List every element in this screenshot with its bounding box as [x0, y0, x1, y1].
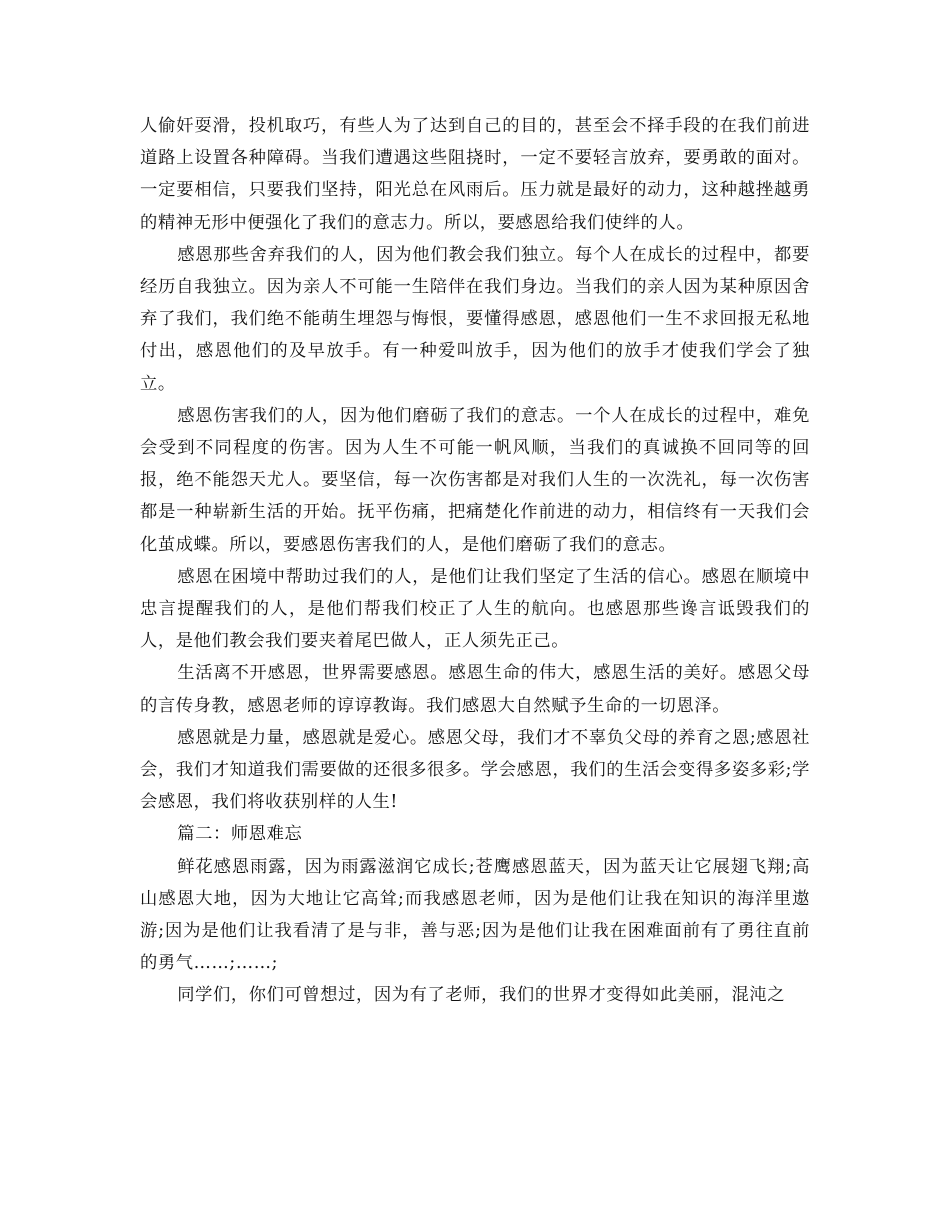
paragraph-8: 同学们，你们可曾想过，因为有了老师，我们的世界才变得如此美丽，混沌之: [177, 985, 786, 1006]
paragraph-2: 感恩那些舍弃我们的人，因为他们教会我们独立。每个人在成长的过程中，都要经历自我独立。因为亲人不可能一生陪伴在我们身边。当我们的亲人因为某种原因舍弃了我们，我们绝不能萌生埋怨与悔恨，要懂得感恩，感恩他们一生不求回报无私地付出，感恩他们的及早放手。有一种爱叫放手，因为他们的放手才使我们学会了独立。: [140, 244, 810, 394]
paragraph-4: 感恩在困境中帮助过我们的人，是他们让我们坚定了生活的信心。感恩在顺境中忠言提醒我们的人，是他们帮我们校正了人生的航向。也感恩那些谗言诋毁我们的人，是他们教会我们要夹着尾巴做人，正人须先正己。: [140, 566, 810, 652]
section-heading: 篇二：师恩难忘: [177, 824, 303, 845]
paragraph-5: 生活离不开感恩，世界需要感恩。感恩生命的伟大，感恩生活的美好。感恩父母的言传身教，感恩老师的谆谆教诲。我们感恩大自然赋予生命的一切恩泽。: [140, 663, 810, 716]
paragraph-1: 人偷奸耍滑，投机取巧，有些人为了达到自己的目的，甚至会不择手段的在我们前进道路上设置各种障碍。当我们遭遇这些阻挠时，一定不要轻言放弃，要勇敢的面对。一定要相信，只要我们坚持，阳光总在风雨后。压力就是最好的动力，这种越挫越勇的精神无形中便强化了我们的意志力。所以，要感恩给我们使绊的人。: [140, 116, 810, 233]
document-page: [140, 110, 810, 1012]
paragraph-6: 感恩就是力量，感恩就是爱心。感恩父母，我们才不辜负父母的养育之恩;感恩社会，我们才知道我们需要做的还很多很多。学会感恩，我们的生活会变得多姿多彩;学会感恩，我们将收获别样的人生!: [140, 727, 810, 813]
paragraph-7: 鲜花感恩雨露，因为雨露滋润它成长;苍鹰感恩蓝天，因为蓝天让它展翅飞翔;高山感恩大地，因为大地让它高耸;而我感恩老师，因为是他们让我在知识的海洋里遨游;因为是他们让我看清了是与非，善与恶;因为是他们让我在困难面前有了勇往直前的勇气……;……;: [140, 856, 810, 974]
paragraph-3: 感恩伤害我们的人，因为他们磨砺了我们的意志。一个人在成长的过程中，难免会受到不同程度的伤害。因为人生不可能一帆风顺，当我们的真诚换不回同等的回报，绝不能怨天尤人。要坚信，每一次伤害都是对我们人生的一次洗礼，每一次伤害都是一种崭新生活的开始。抚平伤痛，把痛楚化作前进的动力，相信终有一天我们会化茧成蝶。所以，要感恩伤害我们的人，是他们磨砺了我们的意志。: [140, 405, 810, 555]
